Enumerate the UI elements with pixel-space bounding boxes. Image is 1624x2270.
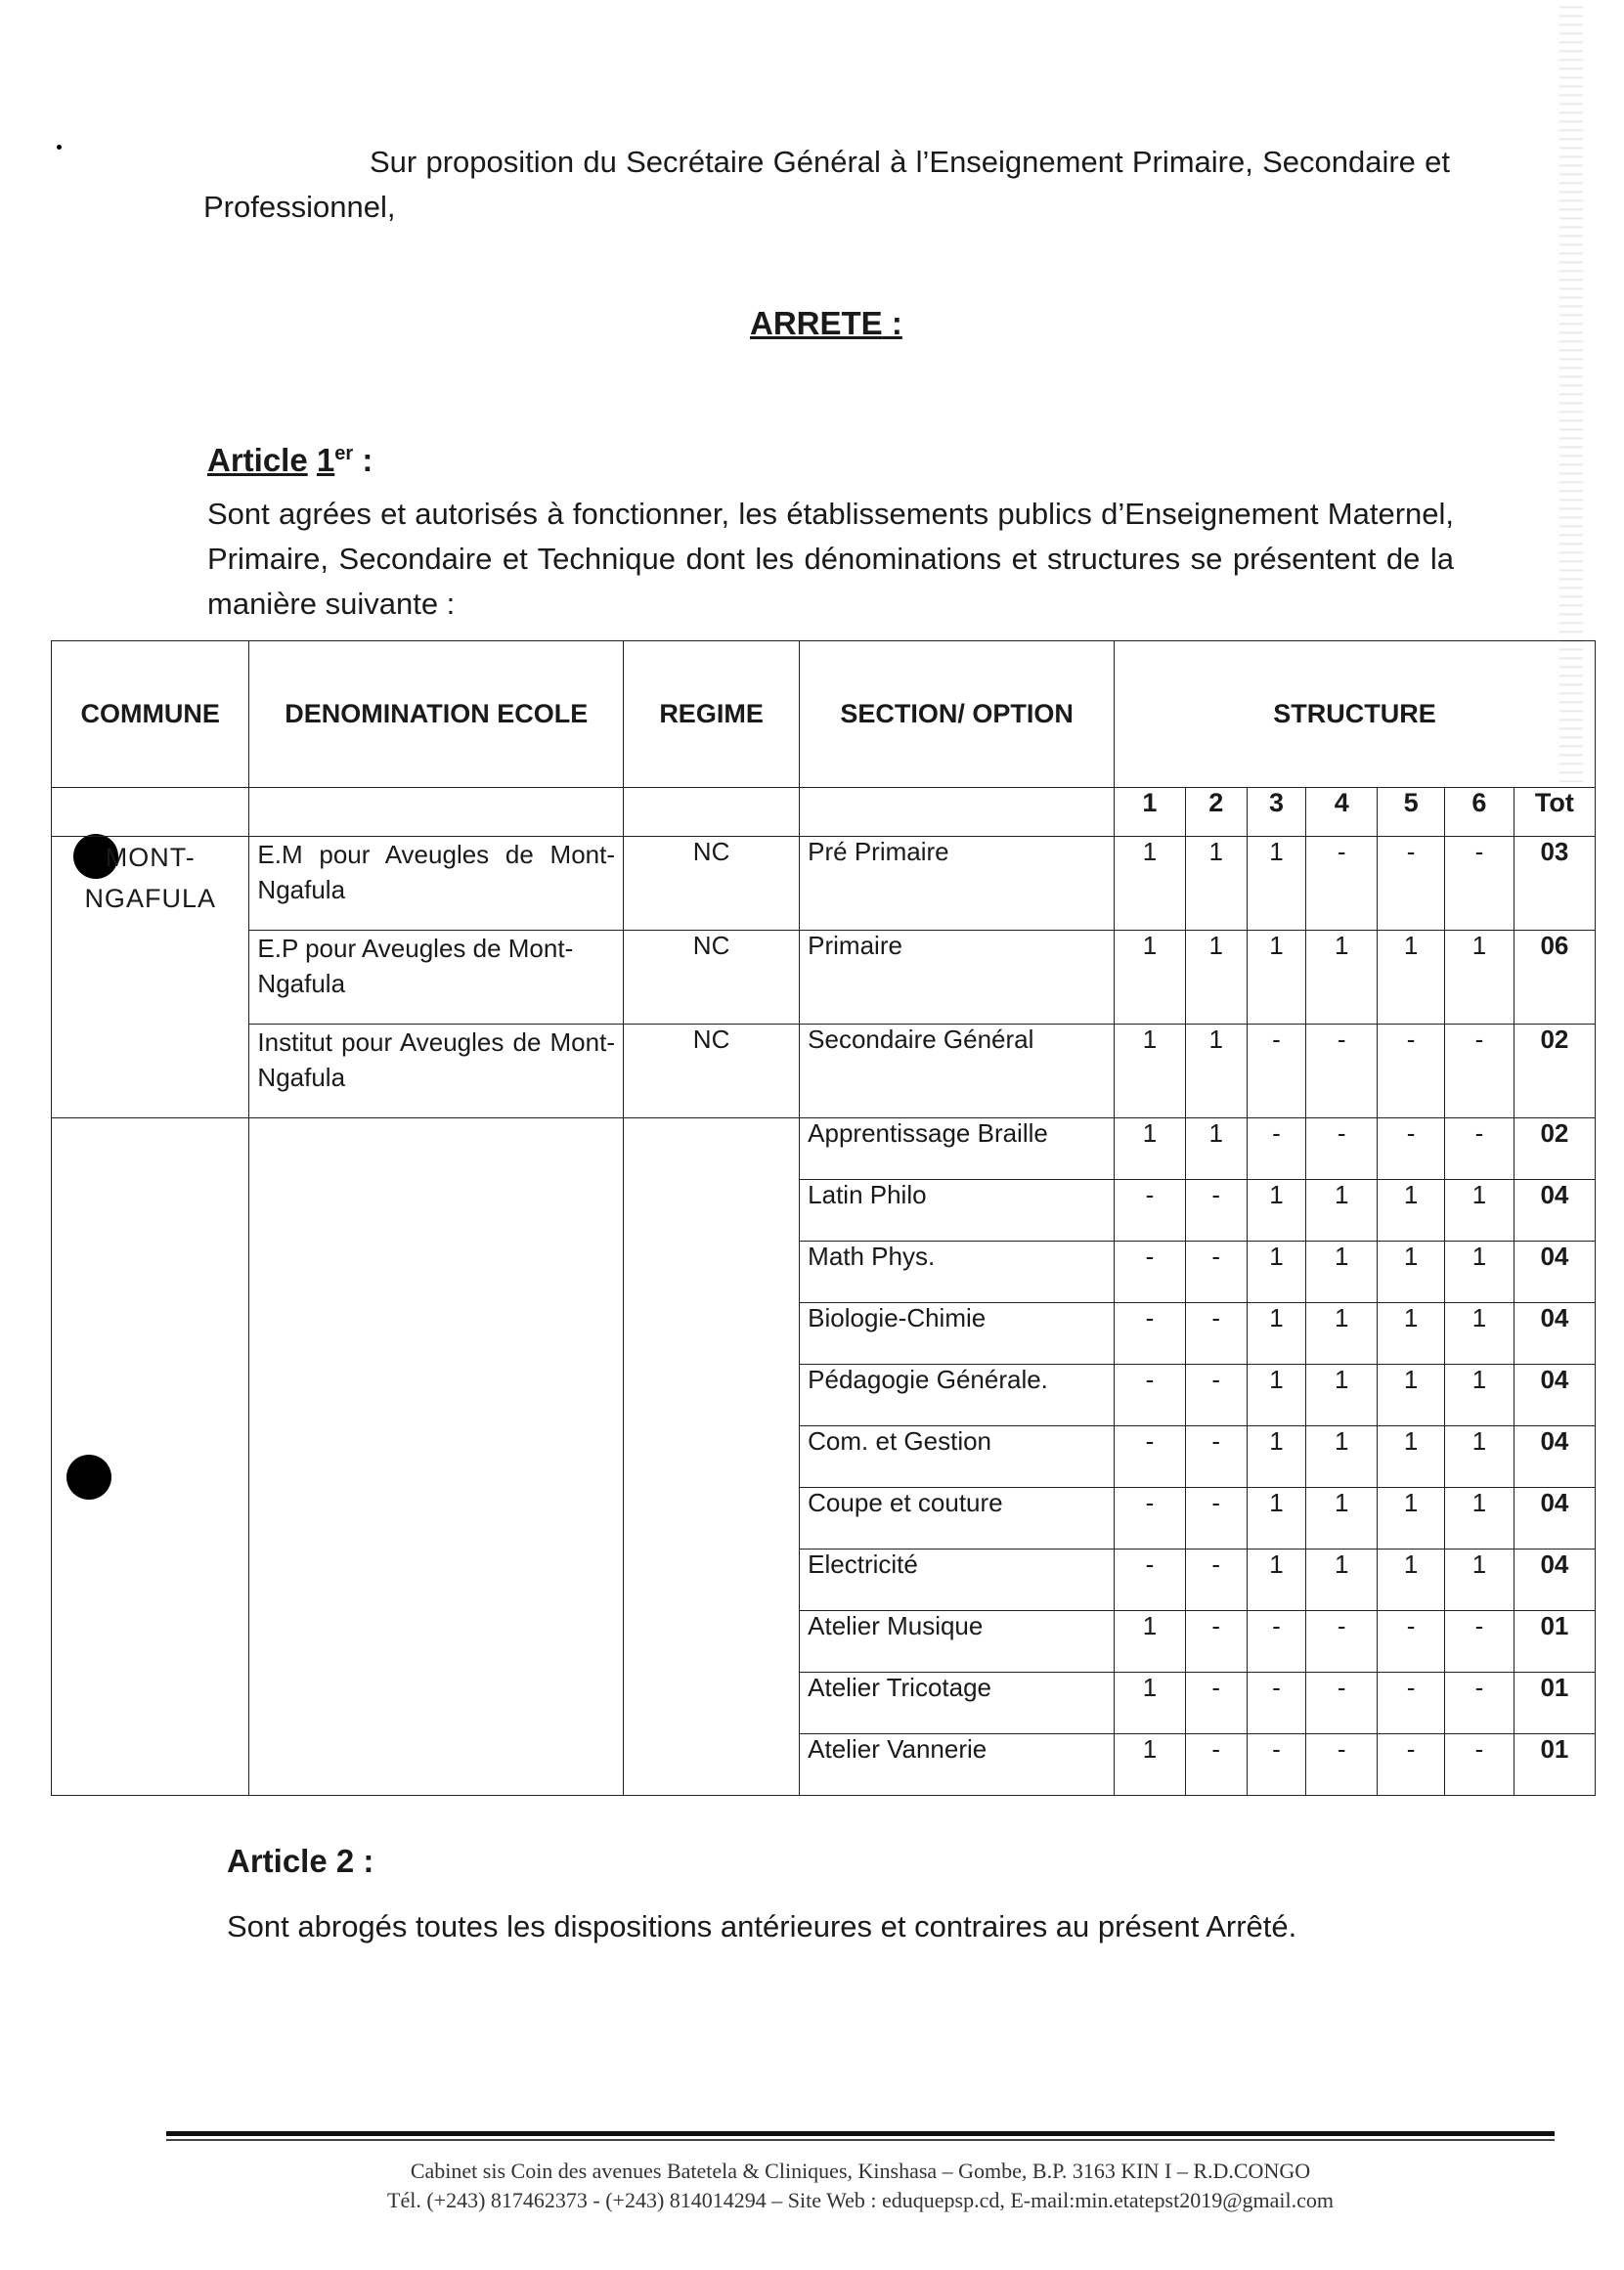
article1-sup: er bbox=[334, 443, 354, 464]
structure-cell: 1 bbox=[1445, 1180, 1514, 1242]
structure-col-1: 1 bbox=[1115, 788, 1186, 837]
structure-cell: - bbox=[1115, 1180, 1186, 1242]
structure-cell: 1 bbox=[1378, 1242, 1445, 1303]
structure-col-5: 5 bbox=[1378, 788, 1445, 837]
school-name: E.P pour Aveugles de Mont-Ngafula bbox=[249, 931, 624, 1025]
header-denomination: DENOMINATION ECOLE bbox=[249, 641, 624, 788]
structure-cell: 1 bbox=[1445, 1426, 1514, 1488]
structure-cell: - bbox=[1185, 1303, 1247, 1365]
arrete-title bbox=[750, 305, 902, 342]
school-regime: NC bbox=[624, 1025, 800, 1118]
structure-cell: 1 bbox=[1115, 1673, 1186, 1734]
structure-cell: - bbox=[1185, 1242, 1247, 1303]
structure-cell: - bbox=[1115, 1426, 1186, 1488]
section-name: Atelier Vannerie bbox=[800, 1734, 1115, 1796]
school-regime: NC bbox=[624, 931, 800, 1025]
footer-address: Cabinet sis Coin des avenues Batetela & Cliniques, Kinshasa – Gombe, B.P. 3163 KIN I – R.D.CONGO bbox=[410, 2159, 1311, 2183]
structure-cell: - bbox=[1185, 1734, 1247, 1796]
structure-cell: - bbox=[1185, 1180, 1247, 1242]
structure-cell: 1 bbox=[1115, 1734, 1186, 1796]
empty-cell bbox=[52, 788, 249, 837]
structure-total: 02 bbox=[1514, 1118, 1595, 1180]
arrete-title-text: ARRETE bbox=[750, 305, 883, 341]
section-name: Coupe et couture bbox=[800, 1488, 1115, 1550]
structure-cell: - bbox=[1378, 1673, 1445, 1734]
structure-cell: 1 bbox=[1115, 931, 1186, 1025]
arrete-colon: : bbox=[882, 305, 902, 341]
table-header-row bbox=[52, 641, 1596, 788]
structure-cell: - bbox=[1247, 1025, 1306, 1118]
article2-colon: : bbox=[354, 1843, 374, 1879]
structure-cell: 1 bbox=[1185, 1118, 1247, 1180]
footer-rule bbox=[166, 2131, 1555, 2136]
structure-cell: 1 bbox=[1247, 1426, 1306, 1488]
structure-cell: - bbox=[1247, 1734, 1306, 1796]
structure-cell: 1 bbox=[1445, 1550, 1514, 1611]
structure-cell: 1 bbox=[1115, 1118, 1186, 1180]
structure-cell: - bbox=[1247, 1118, 1306, 1180]
structure-col-4: 4 bbox=[1306, 788, 1378, 837]
article1-label: Article bbox=[207, 442, 308, 478]
structure-cell: - bbox=[1445, 1673, 1514, 1734]
intro-paragraph: Sur proposition du Secrétaire Général à l’Enseignement Primaire, Secondaire et Professionnel, bbox=[203, 145, 1450, 224]
section-name: Apprentissage Braille bbox=[800, 1118, 1115, 1180]
structure-cell: 1 bbox=[1378, 1365, 1445, 1426]
structure-cell: 1 bbox=[1306, 1365, 1378, 1426]
structure-cell: 1 bbox=[1445, 1303, 1514, 1365]
structure-cell: 1 bbox=[1378, 1426, 1445, 1488]
structure-cell: - bbox=[1247, 1673, 1306, 1734]
structure-total: 04 bbox=[1514, 1242, 1595, 1303]
structure-cell: - bbox=[1378, 837, 1445, 931]
structure-cell: - bbox=[1185, 1365, 1247, 1426]
scan-speck bbox=[57, 145, 62, 150]
structure-cell: 1 bbox=[1378, 1488, 1445, 1550]
article1-number: 1 bbox=[316, 442, 335, 478]
structure-total: 02 bbox=[1514, 1025, 1595, 1118]
section-name: Electricité bbox=[800, 1550, 1115, 1611]
structure-total: 04 bbox=[1514, 1488, 1595, 1550]
structure-cell: 1 bbox=[1378, 931, 1445, 1025]
section-name: Math Phys. bbox=[800, 1242, 1115, 1303]
school-section: Secondaire Général bbox=[800, 1025, 1115, 1118]
structure-cell: 1 bbox=[1378, 1550, 1445, 1611]
empty-denomination-cell bbox=[249, 1118, 624, 1796]
structure-total: 01 bbox=[1514, 1734, 1595, 1796]
structure-cell: - bbox=[1115, 1488, 1186, 1550]
structure-cell: 1 bbox=[1115, 1025, 1186, 1118]
structure-cell: 1 bbox=[1306, 931, 1378, 1025]
commune-cell: MONT-NGAFULA bbox=[52, 837, 249, 1118]
footer-contact: Tél. (+243) 817462373 - (+243) 814014294 – Site Web : eduquepsp.cd, E-mail:min.etatepst2019@gmail.com bbox=[387, 2188, 1334, 2212]
footer-rule-thin bbox=[166, 2139, 1555, 2141]
empty-commune-cell bbox=[52, 1118, 249, 1796]
structure-cell: 1 bbox=[1445, 1488, 1514, 1550]
article1-text: Sont agrées et autorisés à fonctionner, les établissements publics d’Enseignement Maternel, Primaire, Secondaire et Technique dont les dénominations et structures se présentent de la manière suivante : bbox=[207, 497, 1454, 621]
structure-total: 06 bbox=[1514, 931, 1595, 1025]
structure-col-6: 6 bbox=[1445, 788, 1514, 837]
structure-cell: 1 bbox=[1306, 1488, 1378, 1550]
table-row bbox=[52, 931, 1596, 1025]
structure-cell: 1 bbox=[1115, 837, 1186, 931]
section-name: Pédagogie Générale. bbox=[800, 1365, 1115, 1426]
structure-cell: - bbox=[1115, 1550, 1186, 1611]
structure-cell: 1 bbox=[1247, 1365, 1306, 1426]
structure-cell: - bbox=[1445, 837, 1514, 931]
structure-total: 01 bbox=[1514, 1673, 1595, 1734]
structure-cell: 1 bbox=[1247, 931, 1306, 1025]
structure-col-tot: Tot bbox=[1514, 788, 1595, 837]
structure-cell: 1 bbox=[1185, 931, 1247, 1025]
structure-number-row bbox=[52, 788, 1596, 837]
structure-total: 04 bbox=[1514, 1303, 1595, 1365]
structure-cell: 1 bbox=[1247, 837, 1306, 931]
article2-text: Sont abrogés toutes les dispositions antérieures et contraires au présent Arrêté. bbox=[227, 1909, 1297, 1943]
section-name: Atelier Tricotage bbox=[800, 1673, 1115, 1734]
section-name: Com. et Gestion bbox=[800, 1426, 1115, 1488]
structure-cell: - bbox=[1306, 837, 1378, 931]
section-name: Biologie-Chimie bbox=[800, 1303, 1115, 1365]
header-section: SECTION/ OPTION bbox=[800, 641, 1115, 788]
section-name: Latin Philo bbox=[800, 1180, 1115, 1242]
structure-cell: - bbox=[1185, 1550, 1247, 1611]
structure-cell: 1 bbox=[1247, 1180, 1306, 1242]
structure-total: 03 bbox=[1514, 837, 1595, 931]
structure-cell: - bbox=[1115, 1303, 1186, 1365]
structure-cell: - bbox=[1378, 1118, 1445, 1180]
section-name: Atelier Musique bbox=[800, 1611, 1115, 1673]
structure-col-2: 2 bbox=[1185, 788, 1247, 837]
structure-total: 04 bbox=[1514, 1180, 1595, 1242]
structure-cell: - bbox=[1378, 1611, 1445, 1673]
table-row bbox=[52, 1118, 1596, 1180]
school-name: E.M pour Aveugles de Mont-Ngafula bbox=[249, 837, 624, 931]
structure-cell: 1 bbox=[1306, 1550, 1378, 1611]
structure-cell: - bbox=[1445, 1025, 1514, 1118]
article2-heading bbox=[227, 1843, 373, 1880]
structure-cell: - bbox=[1306, 1734, 1378, 1796]
empty-cell bbox=[800, 788, 1115, 837]
article2-label: Article 2 bbox=[227, 1843, 355, 1879]
structure-cell: - bbox=[1185, 1673, 1247, 1734]
structure-cell: - bbox=[1247, 1611, 1306, 1673]
structure-cell: 1 bbox=[1247, 1550, 1306, 1611]
structure-cell: - bbox=[1445, 1611, 1514, 1673]
structure-cell: 1 bbox=[1247, 1303, 1306, 1365]
school-name: Institut pour Aveugles de Mont-Ngafula bbox=[249, 1025, 624, 1118]
structure-cell: 1 bbox=[1445, 931, 1514, 1025]
structure-cell: - bbox=[1115, 1242, 1186, 1303]
structure-cell: 1 bbox=[1306, 1426, 1378, 1488]
structure-cell: 1 bbox=[1306, 1242, 1378, 1303]
empty-cell bbox=[624, 788, 800, 837]
structure-cell: - bbox=[1306, 1118, 1378, 1180]
structure-total: 04 bbox=[1514, 1426, 1595, 1488]
structure-cell: - bbox=[1378, 1734, 1445, 1796]
structure-cell: 1 bbox=[1247, 1242, 1306, 1303]
structure-cell: 1 bbox=[1445, 1242, 1514, 1303]
structure-cell: 1 bbox=[1247, 1488, 1306, 1550]
structure-cell: 1 bbox=[1185, 837, 1247, 931]
article1-heading bbox=[207, 442, 373, 479]
structure-total: 04 bbox=[1514, 1365, 1595, 1426]
structure-cell: - bbox=[1445, 1734, 1514, 1796]
structure-cell: - bbox=[1185, 1488, 1247, 1550]
structure-cell: 1 bbox=[1378, 1303, 1445, 1365]
table-row bbox=[52, 837, 1596, 931]
structure-cell: 1 bbox=[1185, 1025, 1247, 1118]
empty-regime-cell bbox=[624, 1118, 800, 1796]
structure-cell: - bbox=[1185, 1611, 1247, 1673]
header-structure: STRUCTURE bbox=[1115, 641, 1596, 788]
structure-cell: - bbox=[1306, 1611, 1378, 1673]
structure-col-3: 3 bbox=[1247, 788, 1306, 837]
structure-cell: - bbox=[1115, 1365, 1186, 1426]
structure-cell: - bbox=[1378, 1025, 1445, 1118]
structure-cell: 1 bbox=[1378, 1180, 1445, 1242]
structure-cell: 1 bbox=[1115, 1611, 1186, 1673]
structure-cell: 1 bbox=[1445, 1365, 1514, 1426]
structure-cell: - bbox=[1185, 1426, 1247, 1488]
structure-cell: 1 bbox=[1306, 1180, 1378, 1242]
schools-structure-table bbox=[51, 640, 1596, 1796]
header-commune: COMMUNE bbox=[52, 641, 249, 788]
article1-colon: : bbox=[353, 442, 373, 478]
structure-cell: - bbox=[1306, 1025, 1378, 1118]
empty-cell bbox=[249, 788, 624, 837]
school-section: Pré Primaire bbox=[800, 837, 1115, 931]
structure-total: 04 bbox=[1514, 1550, 1595, 1611]
structure-cell: - bbox=[1306, 1673, 1378, 1734]
school-section: Primaire bbox=[800, 931, 1115, 1025]
structure-total: 01 bbox=[1514, 1611, 1595, 1673]
structure-cell: 1 bbox=[1306, 1303, 1378, 1365]
header-regime: REGIME bbox=[624, 641, 800, 788]
structure-cell: - bbox=[1445, 1118, 1514, 1180]
table-row bbox=[52, 1025, 1596, 1118]
school-regime: NC bbox=[624, 837, 800, 931]
